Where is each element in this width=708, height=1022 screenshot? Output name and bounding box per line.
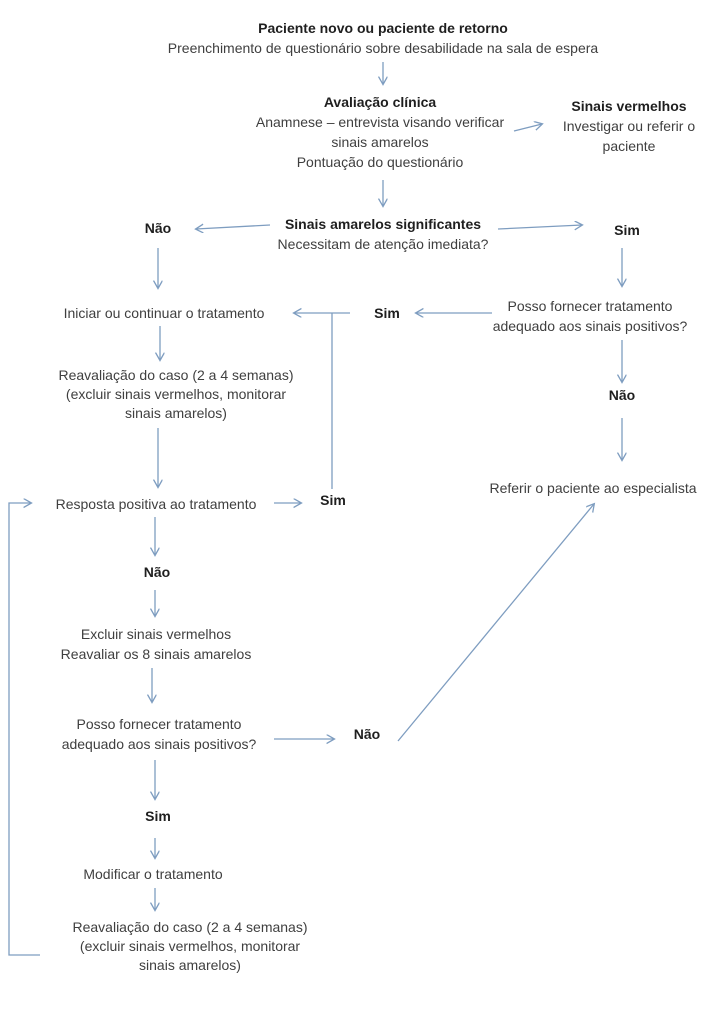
node-reassess-top-line2: (excluir sinais vermelhos, monitorar <box>65 386 287 402</box>
node-reassess-bottom-line1: Reavaliação do caso (2 a 4 semanas) <box>72 919 308 935</box>
node-red-flags-line1: Investigar ou referir o <box>562 118 696 134</box>
node-refer-specialist <box>478 478 708 498</box>
node-reassess-bottom-line2: (excluir sinais vermelhos, monitorar <box>79 938 301 954</box>
label-no-4: Não <box>353 726 381 742</box>
node-positive-response-text: Resposta positiva ao tratamento <box>55 496 257 512</box>
label-yes-2: Sim <box>374 305 400 321</box>
node-can-treat-right <box>480 296 700 336</box>
node-refer-specialist-text: Referir o paciente ao especialista <box>489 480 697 496</box>
node-reassess-top <box>26 366 326 423</box>
node-start-treatment <box>39 303 289 323</box>
node-can-treat-right-line2: adequado aos sinais positivos? <box>492 318 688 334</box>
node-exclude-red-line2: Reavaliar os 8 sinais amarelos <box>60 646 252 662</box>
label-no-3: Não <box>143 564 171 580</box>
node-clinical-eval-line3: Pontuação do questionário <box>296 154 464 170</box>
node-positive-response <box>36 494 276 514</box>
node-reassess-bottom <box>40 918 340 975</box>
feedback-loop-reassess-bottom-to-positive-response <box>9 503 40 955</box>
node-reassess-top-line1: Reavaliação do caso (2 a 4 semanas) <box>58 367 294 383</box>
node-start-treatment-text: Iniciar ou continuar o tratamento <box>63 305 265 321</box>
node-yellow-flags-question <box>233 214 533 254</box>
node-modify-treatment <box>43 864 263 884</box>
node-clinical-eval-line1: Anamnese – entrevista visando verificar <box>255 114 505 130</box>
node-clinical-eval-line2: sinais amarelos <box>331 134 429 150</box>
label-yes-1: Sim <box>614 222 640 238</box>
node-clinical-eval-title: Avaliação clínica <box>323 94 437 110</box>
node-modify-treatment-text: Modificar o tratamento <box>83 866 223 882</box>
node-clinical-eval <box>230 92 530 172</box>
node-exclude-red <box>36 624 276 664</box>
node-start-title: Paciente novo ou paciente de retorno <box>258 20 508 36</box>
node-start-subtitle: Preenchimento de questionário sobre desabilidade na sala de espera <box>167 40 599 56</box>
label-yes-4: Sim <box>145 808 171 824</box>
node-red-flags-title: Sinais vermelhos <box>571 98 687 114</box>
node-start <box>70 18 696 58</box>
label-no-1: Não <box>144 220 172 236</box>
node-red-flags <box>551 96 707 156</box>
node-can-treat-right-line1: Posso fornecer tratamento <box>507 298 673 314</box>
node-exclude-red-line1: Excluir sinais vermelhos <box>80 626 232 642</box>
node-yellow-flags-question-subtitle: Necessitam de atenção imediata? <box>277 236 489 252</box>
label-yes-3: Sim <box>320 492 346 508</box>
node-reassess-top-line3: sinais amarelos) <box>125 405 227 421</box>
node-reassess-bottom-line3: sinais amarelos) <box>139 957 241 973</box>
node-yellow-flags-question-title: Sinais amarelos significantes <box>284 216 482 232</box>
node-can-treat-left <box>49 714 269 754</box>
label-no-2: Não <box>608 387 636 403</box>
node-can-treat-left-line2: adequado aos sinais positivos? <box>61 736 257 752</box>
node-red-flags-line2: paciente <box>602 138 656 154</box>
arrow-no4-to-refer-specialist <box>398 504 594 741</box>
node-can-treat-left-line1: Posso fornecer tratamento <box>76 716 242 732</box>
